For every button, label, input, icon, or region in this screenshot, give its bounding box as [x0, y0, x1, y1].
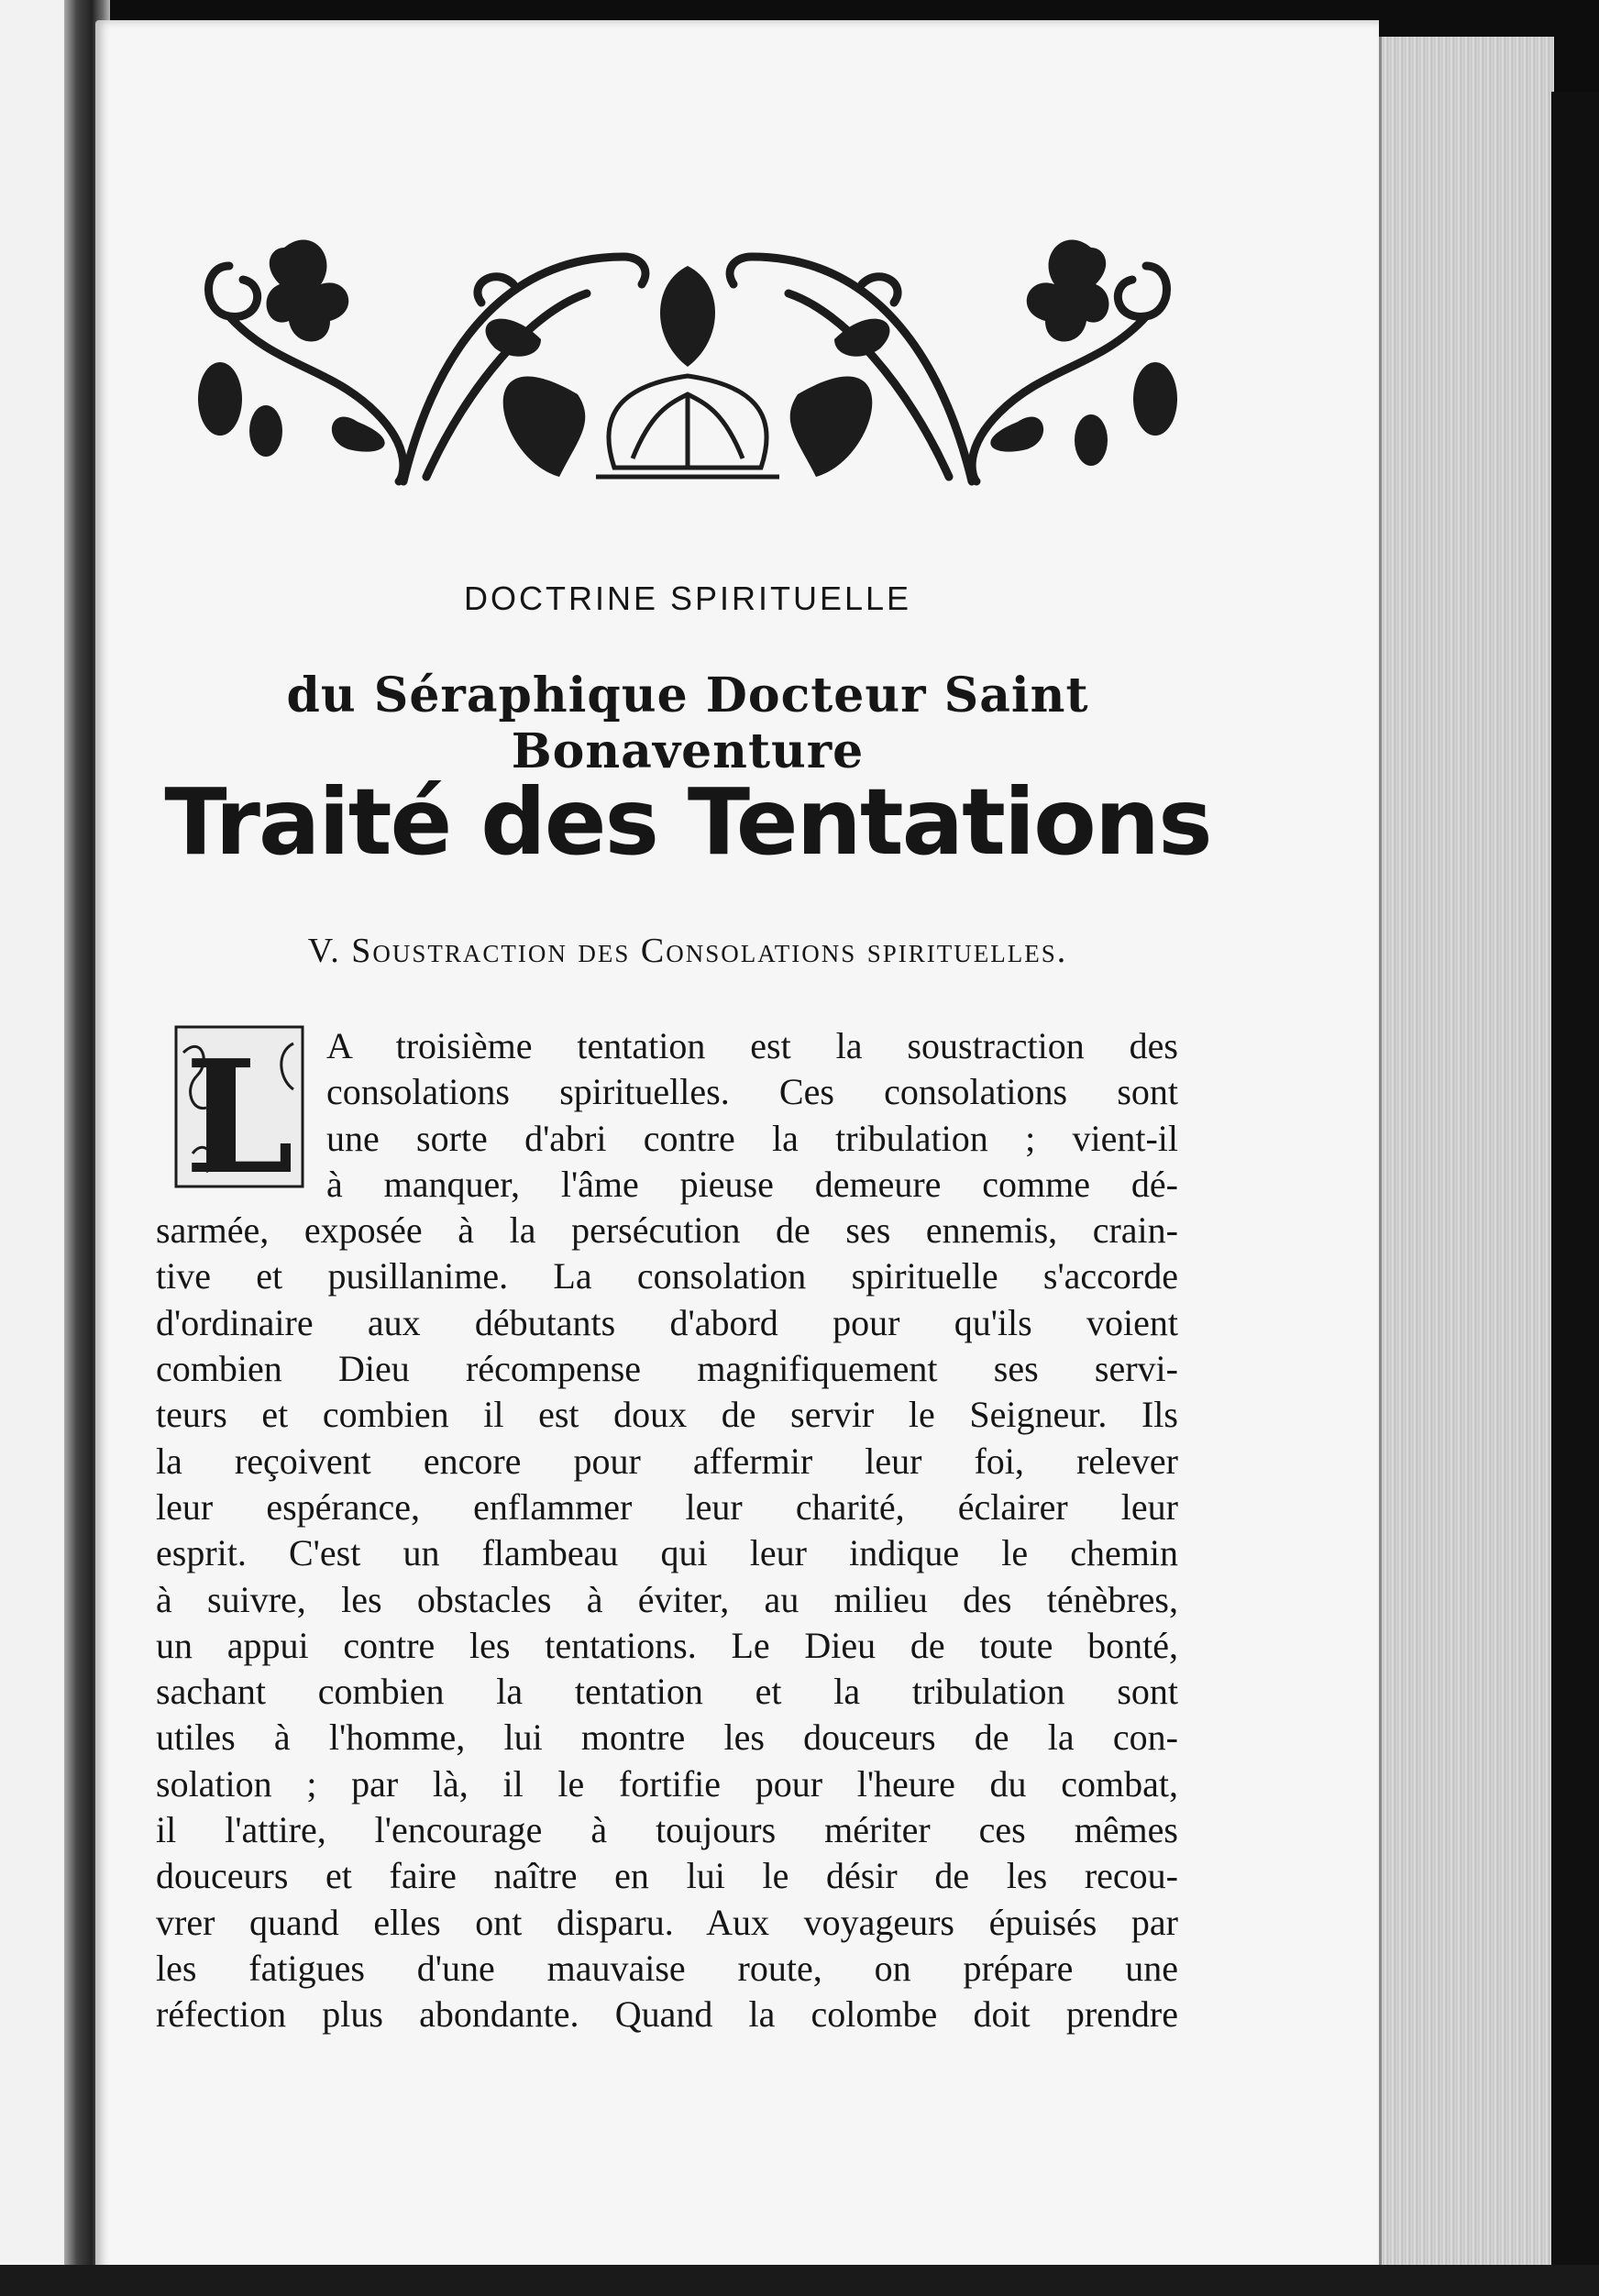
- body-line: à manquer, l'âme pieuse demeure comme dé-: [326, 1163, 1178, 1205]
- series-heading: DOCTRINE SPIRITUELLE: [463, 580, 912, 617]
- body-line: il l'attire, l'encourage à toujours mériter ces mêmes: [156, 1809, 1178, 1851]
- body-line: une sorte d'abri contre la tribulation ; vient-il: [326, 1117, 1178, 1159]
- body-line: sachant combien la tentation et la tribulation sont: [156, 1671, 1178, 1713]
- body-line: tive et pusillanime. La consolation spirituelle s'accorde: [156, 1255, 1178, 1297]
- bottom-shadow: [0, 2265, 1599, 2296]
- body-text: [156, 1023, 1178, 2038]
- body-line: esprit. C'est un flambeau qui leur indique le chemin: [156, 1532, 1178, 1574]
- page-title: Traité des Tentations: [164, 768, 1211, 876]
- left-page-sliver: [0, 0, 64, 2265]
- body-line: A troisième tentation est la soustraction des: [326, 1025, 1178, 1066]
- body-line: un appui contre les tentations. Le Dieu de toute bonté,: [156, 1624, 1178, 1666]
- author-heading: du Séraphique Docteur Saint Bonaventure: [286, 668, 1089, 779]
- dropcap-letter: L: [184, 1026, 294, 1188]
- floral-headpiece-ornament: [193, 229, 1183, 486]
- page-edges: [1379, 37, 1554, 2283]
- body-line: utiles à l'homme, lui montre les douceurs de la con-: [156, 1716, 1178, 1759]
- page-edges-shadow: [1551, 92, 1599, 2296]
- body-line: la reçoivent encore pour affermir leur foi, relever: [156, 1440, 1178, 1482]
- body-line: combien Dieu récompense magnifiquement ses servi-: [156, 1348, 1178, 1390]
- body-line: teurs et combien il est doux de servir le Seigneur. Ils: [156, 1394, 1178, 1436]
- body-line: réfection plus abondante. Quand la colombe doit prendre: [156, 1993, 1178, 2036]
- body-line: vrer quand elles ont disparu. Aux voyageurs épuisés par: [156, 1901, 1178, 1943]
- body-line: leur espérance, enflammer leur charité, éclairer leur: [156, 1485, 1178, 1528]
- body-line: sarmée, exposée à la persécution de ses ennemis, crain-: [156, 1209, 1178, 1252]
- body-line: consolations spirituelles. Ces consolations sont: [326, 1071, 1178, 1113]
- body-line: solation ; par là, il le fortifie pour l'heure du combat,: [156, 1762, 1178, 1805]
- body-line: d'ordinaire aux débutants d'abord pour qu'ils voient: [156, 1301, 1178, 1343]
- section-heading: V. Soustraction des Consolations spirituelles.: [307, 932, 1068, 970]
- body-line: à suivre, les obstacles à éviter, au milieu des ténèbres,: [156, 1578, 1178, 1620]
- body-line: les fatigues d'une mauvaise route, on prépare une: [156, 1947, 1178, 1989]
- body-line: douceurs et faire naître en lui le désir de les recou-: [156, 1855, 1178, 1897]
